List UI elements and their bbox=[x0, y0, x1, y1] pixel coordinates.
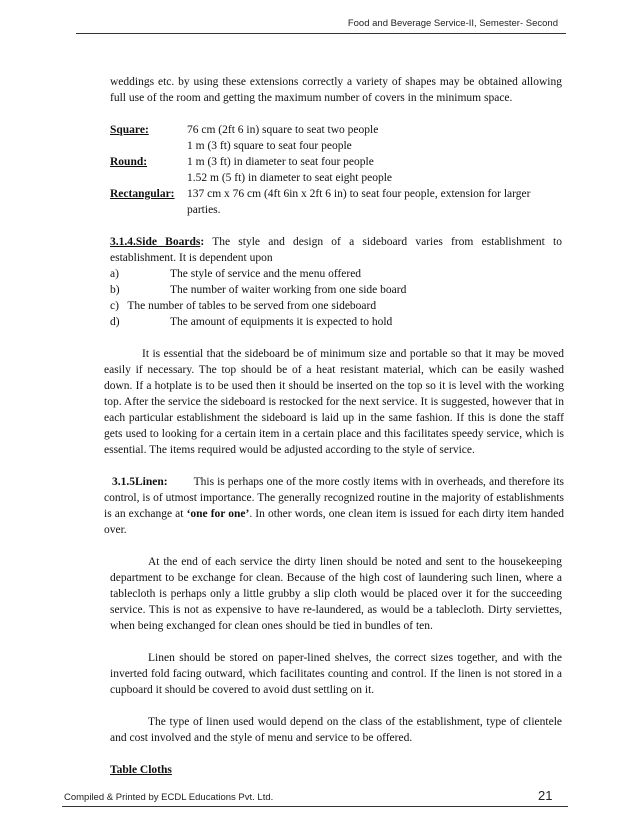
table-dimensions bbox=[110, 122, 562, 218]
round-label: Round: bbox=[110, 156, 148, 168]
square-size-2: 1 m (3 ft) square to seat four people bbox=[187, 140, 352, 152]
dimension-row bbox=[110, 138, 562, 154]
list-item-key: b) bbox=[110, 284, 120, 296]
list-item-key: a) bbox=[110, 268, 119, 280]
list-item bbox=[110, 298, 562, 314]
sideboards-colon: : bbox=[200, 236, 205, 248]
linen-heading: 3.1.5Linen: bbox=[112, 476, 168, 488]
dimension-row bbox=[110, 186, 562, 218]
linen-paragraph-2: At the end of each service the dirty linen should be noted and sent to the housekeeping department to be exchange for clean. Because of the high cost of laundering such linen, where a tablecloth is perhaps only a little grubby a slip cloth would be placed over it for the succeeding service. This is not as expensive to have re-laundered, as would be a tablecloth. Dirty serviettes, when being exchanged for clean ones should be tied in bundles of ten. bbox=[110, 556, 562, 632]
header-rule bbox=[76, 33, 566, 34]
round-size-2: 1.52 m (5 ft) in diameter to seat eight people bbox=[187, 172, 393, 184]
list-item bbox=[110, 266, 562, 282]
footer-publisher: Compiled & Printed by ECDL Educations Pvt. Ltd. bbox=[64, 792, 274, 803]
rectangular-label: Rectangular: bbox=[110, 188, 175, 200]
table-cloths-title: Table Cloths bbox=[110, 764, 172, 776]
round-size-1: 1 m (3 ft) in diameter to seat four people bbox=[187, 156, 374, 168]
square-size-1: 76 cm (2ft 6 in) square to seat two people bbox=[187, 124, 379, 136]
list-item-text: The amount of equipments it is expected to hold bbox=[170, 316, 393, 328]
intro-paragraph: weddings etc. by using these extensions correctly a variety of shapes may be obtained allowing full use of the room and getting the maximum number of covers in the minimum space. bbox=[110, 76, 562, 104]
page-body bbox=[104, 74, 564, 778]
running-header: Food and Beverage Service-II, Semester- Second bbox=[347, 18, 558, 29]
dimension-row bbox=[110, 122, 562, 138]
square-label: Square: bbox=[110, 124, 149, 136]
one-for-one: ‘one for one’ bbox=[186, 508, 250, 520]
linen-paragraph-1 bbox=[104, 474, 564, 538]
table-cloths-heading bbox=[110, 762, 562, 778]
list-item-text: c) The number of tables to be served from one sideboard bbox=[110, 300, 377, 312]
page-number: 21 bbox=[538, 788, 553, 803]
list-item-text: The number of waiter working from one side board bbox=[170, 284, 407, 296]
linen-paragraph-3: Linen should be stored on paper-lined shelves, the correct sizes together, and with the inverted fold facing outward, which facilitates counting and control. If the linen is not stored in a cupboard it should be covered to avoid dust settling on it. bbox=[110, 652, 562, 696]
dimension-row bbox=[110, 154, 562, 170]
footer-rule bbox=[62, 806, 568, 807]
linen-p1-text: This is perhaps one of the more costly items with in overheads, and therefore its control, is of utmost importance. The generally recognized routine in the majority of establishments is an exchange at bbox=[104, 476, 564, 520]
sideboards-paragraph: It is essential that the sideboard be of minimum size and portable so that it may be moved easily if necessary. The top should be of a heat resistant material, which can be easily washed down. If a hotplate is to be used then it should be inserted on the top so it is level with the working top. After the service the sideboard is restocked for the next service. It is suggested, however that in each particular establishment the sideboard is laid up in the same fashion. If this is done the staff gets used to looking for a certain item in a certain place and this facilitates speedy service, which is essential. The items required would be adjusted according to the style of service. bbox=[104, 348, 564, 456]
list-item-key: d) bbox=[110, 316, 120, 328]
linen-p1-text-end: . In other words, one clean item is issued for each dirty item handed over. bbox=[104, 508, 564, 536]
dimension-row bbox=[110, 170, 562, 186]
sideboards-heading: 3.1.4.Side Boards bbox=[110, 236, 201, 248]
list-item bbox=[110, 314, 562, 330]
rectangular-size: 137 cm x 76 cm (4ft 6in x 2ft 6 in) to seat four people, extension for larger parties. bbox=[187, 188, 531, 216]
list-item-text: The style of service and the menu offered bbox=[170, 268, 362, 280]
linen-paragraph-4: The type of linen used would depend on the class of the establishment, type of clientele and cost involved and the style of menu and service to be offered. bbox=[110, 716, 562, 744]
sideboards-intro bbox=[110, 234, 562, 266]
list-item bbox=[110, 282, 562, 298]
sideboards-lead: The style and design of a sideboard varies from establishment to establishment. It is dependent upon bbox=[110, 236, 562, 264]
